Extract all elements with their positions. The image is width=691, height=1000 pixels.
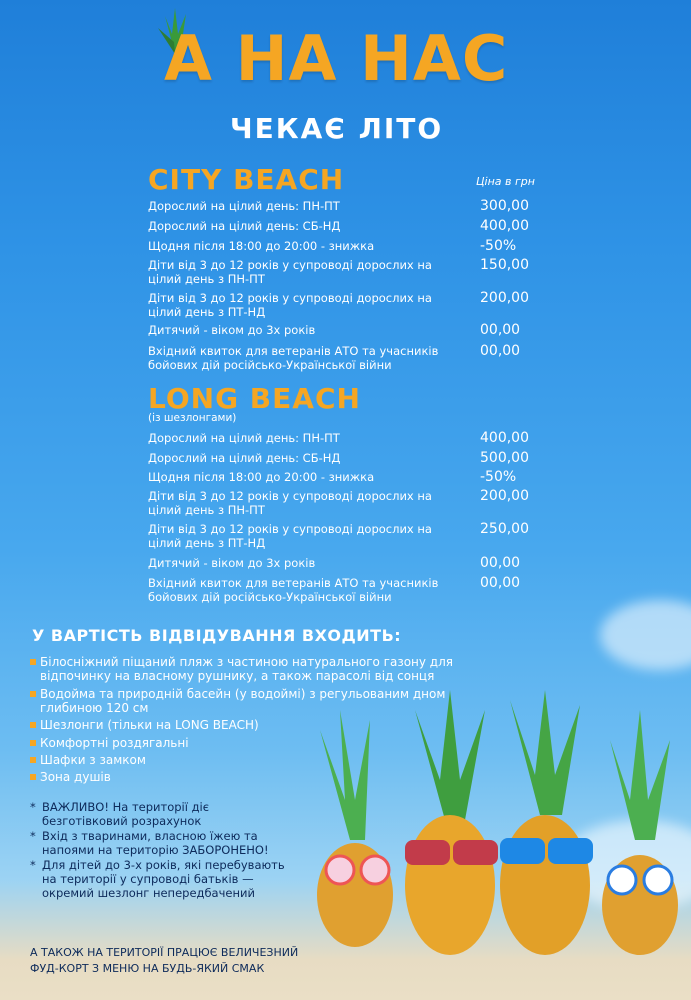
price-row — [148, 489, 538, 517]
page-title: А НА НАС — [164, 22, 509, 95]
price-value: -50% — [480, 238, 517, 254]
price-row — [148, 323, 538, 337]
price-value: 400,00 — [480, 218, 529, 234]
price-value: 00,00 — [480, 343, 521, 359]
price-label: Дитячий - віком до 3х років — [148, 556, 316, 570]
price-value: 500,00 — [480, 450, 529, 466]
bullet-icon — [30, 774, 36, 780]
price-label: Щодня після 18:00 до 20:00 - знижка — [148, 239, 375, 253]
note-text: Для дітей до 3-х років, які перебувають на території у супроводі батьків — окремий шезлонг непередбачений — [42, 858, 285, 900]
price-row — [148, 258, 538, 286]
price-value: 250,00 — [480, 521, 529, 537]
price-label: Діти від 3 до 12 років у супроводі дорослих на цілий день з ПН-ПТ — [148, 489, 432, 517]
price-row — [148, 470, 538, 484]
includes-item-text: Шезлонги (тільки на LONG BEACH) — [40, 718, 259, 732]
price-label: Дорослий на цілий день: ПН-ПТ — [148, 431, 340, 445]
bullet-icon — [30, 740, 36, 746]
price-value: -50% — [480, 469, 517, 485]
price-label: Діти від 3 до 12 років у супроводі дорослих на цілий день з ПТ-НД — [148, 522, 432, 550]
includes-item-text: Зона душів — [40, 770, 111, 784]
price-row — [148, 199, 538, 213]
bullet-icon — [30, 659, 36, 665]
note-item — [30, 829, 290, 857]
pineapples-illustration — [300, 690, 691, 980]
includes-item-text: Комфортні роздягальні — [40, 736, 189, 750]
price-label: Дитячий - віком до 3х років — [148, 323, 316, 337]
includes-item-text: Водойма та природній басейн (у водоймі) з регульованим дном глибиною 120 см — [40, 687, 446, 715]
asterisk-icon: * — [30, 800, 36, 814]
price-value: 200,00 — [480, 488, 529, 504]
cloud — [600, 600, 691, 670]
price-value: 00,00 — [480, 575, 521, 591]
price-label: Діти від 3 до 12 років у супроводі дорослих на цілий день з ПН-ПТ — [148, 258, 432, 286]
includes-item-text: Шафки з замком — [40, 753, 146, 767]
note-item — [30, 858, 290, 900]
price-note: Ціна в грн — [476, 175, 535, 188]
includes-item — [30, 655, 490, 683]
bullet-icon — [30, 722, 36, 728]
price-label: Вхідний квиток для ветеранів АТО та учасників бойових дій російсько-Української війни — [148, 344, 439, 372]
asterisk-icon: * — [30, 858, 36, 872]
price-value: 00,00 — [480, 322, 521, 338]
price-value: 150,00 — [480, 257, 529, 273]
price-row — [148, 431, 538, 445]
price-row — [148, 219, 538, 233]
bullet-icon — [30, 757, 36, 763]
price-label: Дорослий на цілий день: ПН-ПТ — [148, 199, 340, 213]
note-text: ВАЖЛИВО! На території діє безготівковий розрахунок — [42, 800, 210, 828]
price-row — [148, 239, 538, 253]
price-value: 300,00 — [480, 198, 529, 214]
price-row — [148, 291, 538, 319]
price-row — [148, 576, 538, 604]
price-value: 00,00 — [480, 555, 521, 571]
price-value: 400,00 — [480, 430, 529, 446]
long-beach-title: LONG BEACH — [148, 382, 361, 415]
price-label: Дорослий на цілий день: СБ-НД — [148, 451, 341, 465]
price-label: Щодня після 18:00 до 20:00 - знижка — [148, 470, 375, 484]
price-row — [148, 556, 538, 570]
page-subtitle: ЧЕКАЄ ЛІТО — [230, 112, 444, 145]
price-value: 200,00 — [480, 290, 529, 306]
price-row — [148, 344, 538, 372]
note-item — [30, 800, 290, 828]
note-text: Вхід з тваринами, власною їжею та напоями на територію ЗАБОРОНЕНО! — [42, 829, 269, 857]
price-label: Вхідний квиток для ветеранів АТО та учасників бойових дій російсько-Української війни — [148, 576, 439, 604]
city-beach-title: CITY BEACH — [148, 163, 345, 196]
includes-title: У ВАРТІСТЬ ВІДВІДУВАННЯ ВХОДИТЬ: — [32, 626, 402, 645]
bullet-icon — [30, 691, 36, 697]
price-row — [148, 522, 538, 550]
price-label: Діти від 3 до 12 років у супроводі дорослих на цілий день з ПТ-НД — [148, 291, 432, 319]
asterisk-icon: * — [30, 829, 36, 843]
price-label: Дорослий на цілий день: СБ-НД — [148, 219, 341, 233]
long-beach-subtitle: (із шезлонгами) — [148, 412, 237, 424]
footer-note: А ТАКОЖ НА ТЕРИТОРІЇ ПРАЦЮЄ ВЕЛИЧЕЗНИЙ ФУД-КОРТ З МЕНЮ НА БУДЬ-ЯКИЙ СМАК — [30, 946, 299, 975]
includes-item-text: Білосніжний піщаний пляж з частиною натурального газону для відпочинку на власному рушнику, а також парасолі від сонця — [40, 655, 453, 683]
price-row — [148, 451, 538, 465]
